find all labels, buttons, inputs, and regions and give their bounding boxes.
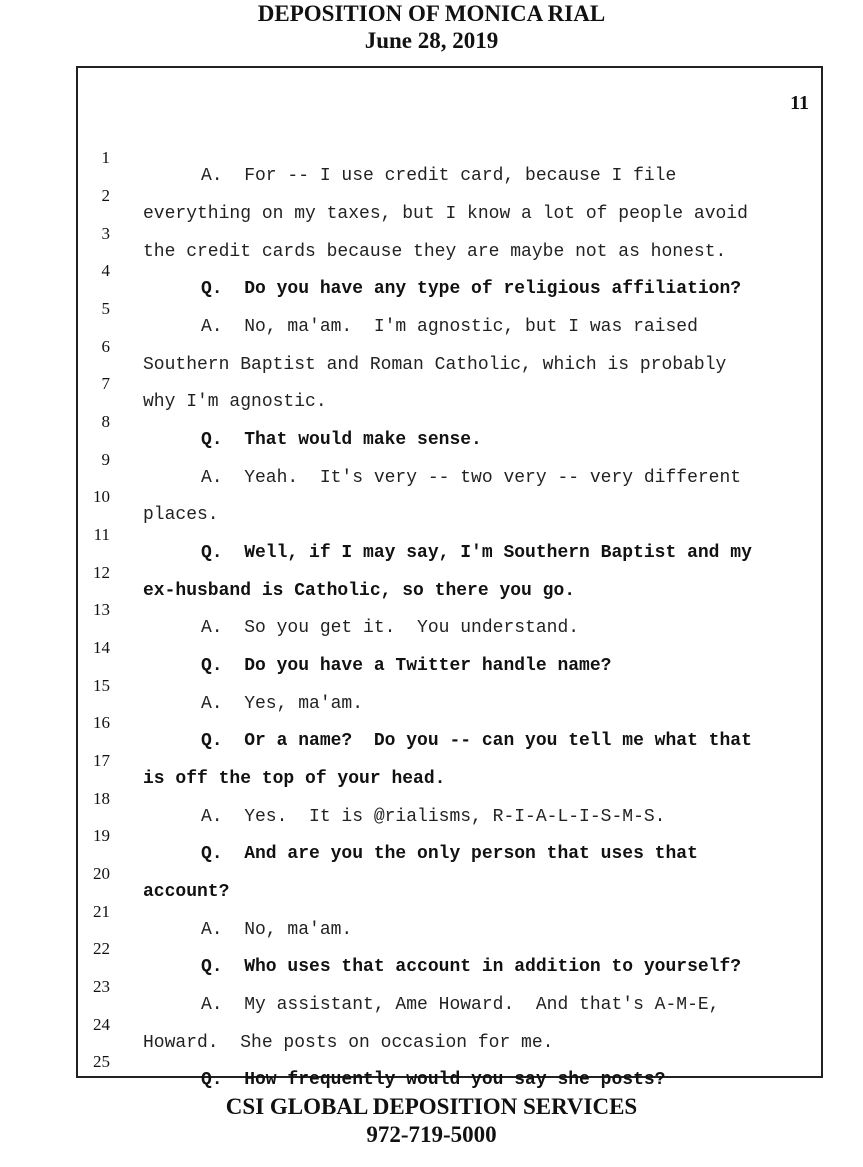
line-number: 19 [93,826,110,845]
company-name: CSI GLOBAL DEPOSITION SERVICES [225,1094,638,1119]
answer-text: A. So you get it. You understand. [201,618,580,638]
answer-text: the credit cards because they are maybe not as honest. [143,242,727,262]
transcript-line [78,276,821,337]
question-text: Q. Who uses that account in addition to yourself? [201,957,742,977]
question-text: Q. That would make sense. [201,430,482,450]
question-text: Q. How frequently would you say she posts? [201,1070,666,1090]
line-number: 1 [101,148,110,167]
line-number: 3 [101,224,110,243]
question-text: Q. Well, if I may say, I'm Southern Baptist and my [201,543,752,563]
line-number: 9 [101,450,110,469]
transcript-line [78,879,821,940]
question-text: Q. Or a name? Do you -- can you tell me what that [201,731,752,751]
line-number: 7 [101,374,110,393]
transcript-line [78,464,821,525]
line-number: 13 [93,600,110,619]
transcript-line [78,728,821,789]
answer-text: A. No, ma'am. [201,920,353,940]
transcript-line [78,238,821,299]
transcript-lines [78,68,821,1090]
transcript-line [78,163,821,224]
line-number: 10 [93,487,110,506]
line-number: 4 [101,261,110,280]
transcript-line [78,314,821,375]
line-number: 11 [93,525,110,544]
transcript-line [78,577,821,638]
line-number: 21 [93,902,110,921]
answer-text: A. Yeah. It's very -- two very -- very different [201,468,742,488]
line-number: 12 [93,563,110,582]
page-number: 11 [790,92,809,114]
line-number: 17 [93,751,110,770]
transcript-page-frame [76,66,823,1090]
line-number: 16 [93,713,110,732]
line-number: 22 [93,939,110,958]
company-phone: 972-719-5000 [366,1122,497,1147]
transcript-line [78,690,821,751]
transcript-line [78,389,821,450]
line-number: 18 [93,789,110,808]
answer-text: why I'm agnostic. [143,392,327,412]
answer-text: places. [143,505,219,525]
answer-text: everything on my taxes, but I know a lot of people avoid [143,204,748,224]
transcript-line [78,841,821,902]
line-number: 6 [101,337,110,356]
line-number: 14 [93,638,110,657]
transcript-line [78,916,821,977]
line-number: 23 [93,977,110,996]
transcript-line [78,992,821,1053]
answer-text: A. Yes. It is @rialisms, R-I-A-L-I-S-M-S. [201,807,666,827]
transcript-line [78,125,821,186]
transcript-line [78,803,821,864]
document-footer [0,1093,863,1149]
transcript-line [78,1029,821,1090]
question-text: ex-husband is Catholic, so there you go. [143,581,576,601]
transcript-line [78,351,821,412]
line-number: 15 [93,676,110,695]
line-number: 20 [93,864,110,883]
line-number: 2 [101,186,110,205]
transcript-line [78,954,821,1015]
deposition-date: June 28, 2019 [364,28,499,53]
line-number: 5 [101,299,110,318]
answer-text: A. For -- I use credit card, because I file [201,166,677,186]
question-text: is off the top of your head. [143,769,446,789]
answer-text: A. My assistant, Ame Howard. And that's A-M-E, [201,995,720,1015]
question-text: Q. Do you have any type of religious affiliation? [201,279,742,299]
deposition-title: DEPOSITION OF MONICA RIAL [257,1,606,26]
question-text: Q. And are you the only person that uses that [201,844,698,864]
document-header [0,0,863,54]
answer-text: Howard. She posts on occasion for me. [143,1033,554,1053]
question-text: account? [143,882,230,902]
transcript-line [78,201,821,262]
transcript-line [78,766,821,827]
line-number: 25 [93,1052,110,1071]
line-number: 24 [93,1015,110,1034]
question-text: Q. Do you have a Twitter handle name? [201,656,612,676]
transcript-line [78,502,821,563]
line-number: 8 [101,412,110,431]
transcript-line [78,653,821,714]
answer-text: A. Yes, ma'am. [201,694,364,714]
transcript-line [78,427,821,488]
answer-text: Southern Baptist and Roman Catholic, which is probably [143,355,727,375]
answer-text: A. No, ma'am. I'm agnostic, but I was raised [201,317,698,337]
transcript-line [78,540,821,601]
transcript-line [78,615,821,676]
